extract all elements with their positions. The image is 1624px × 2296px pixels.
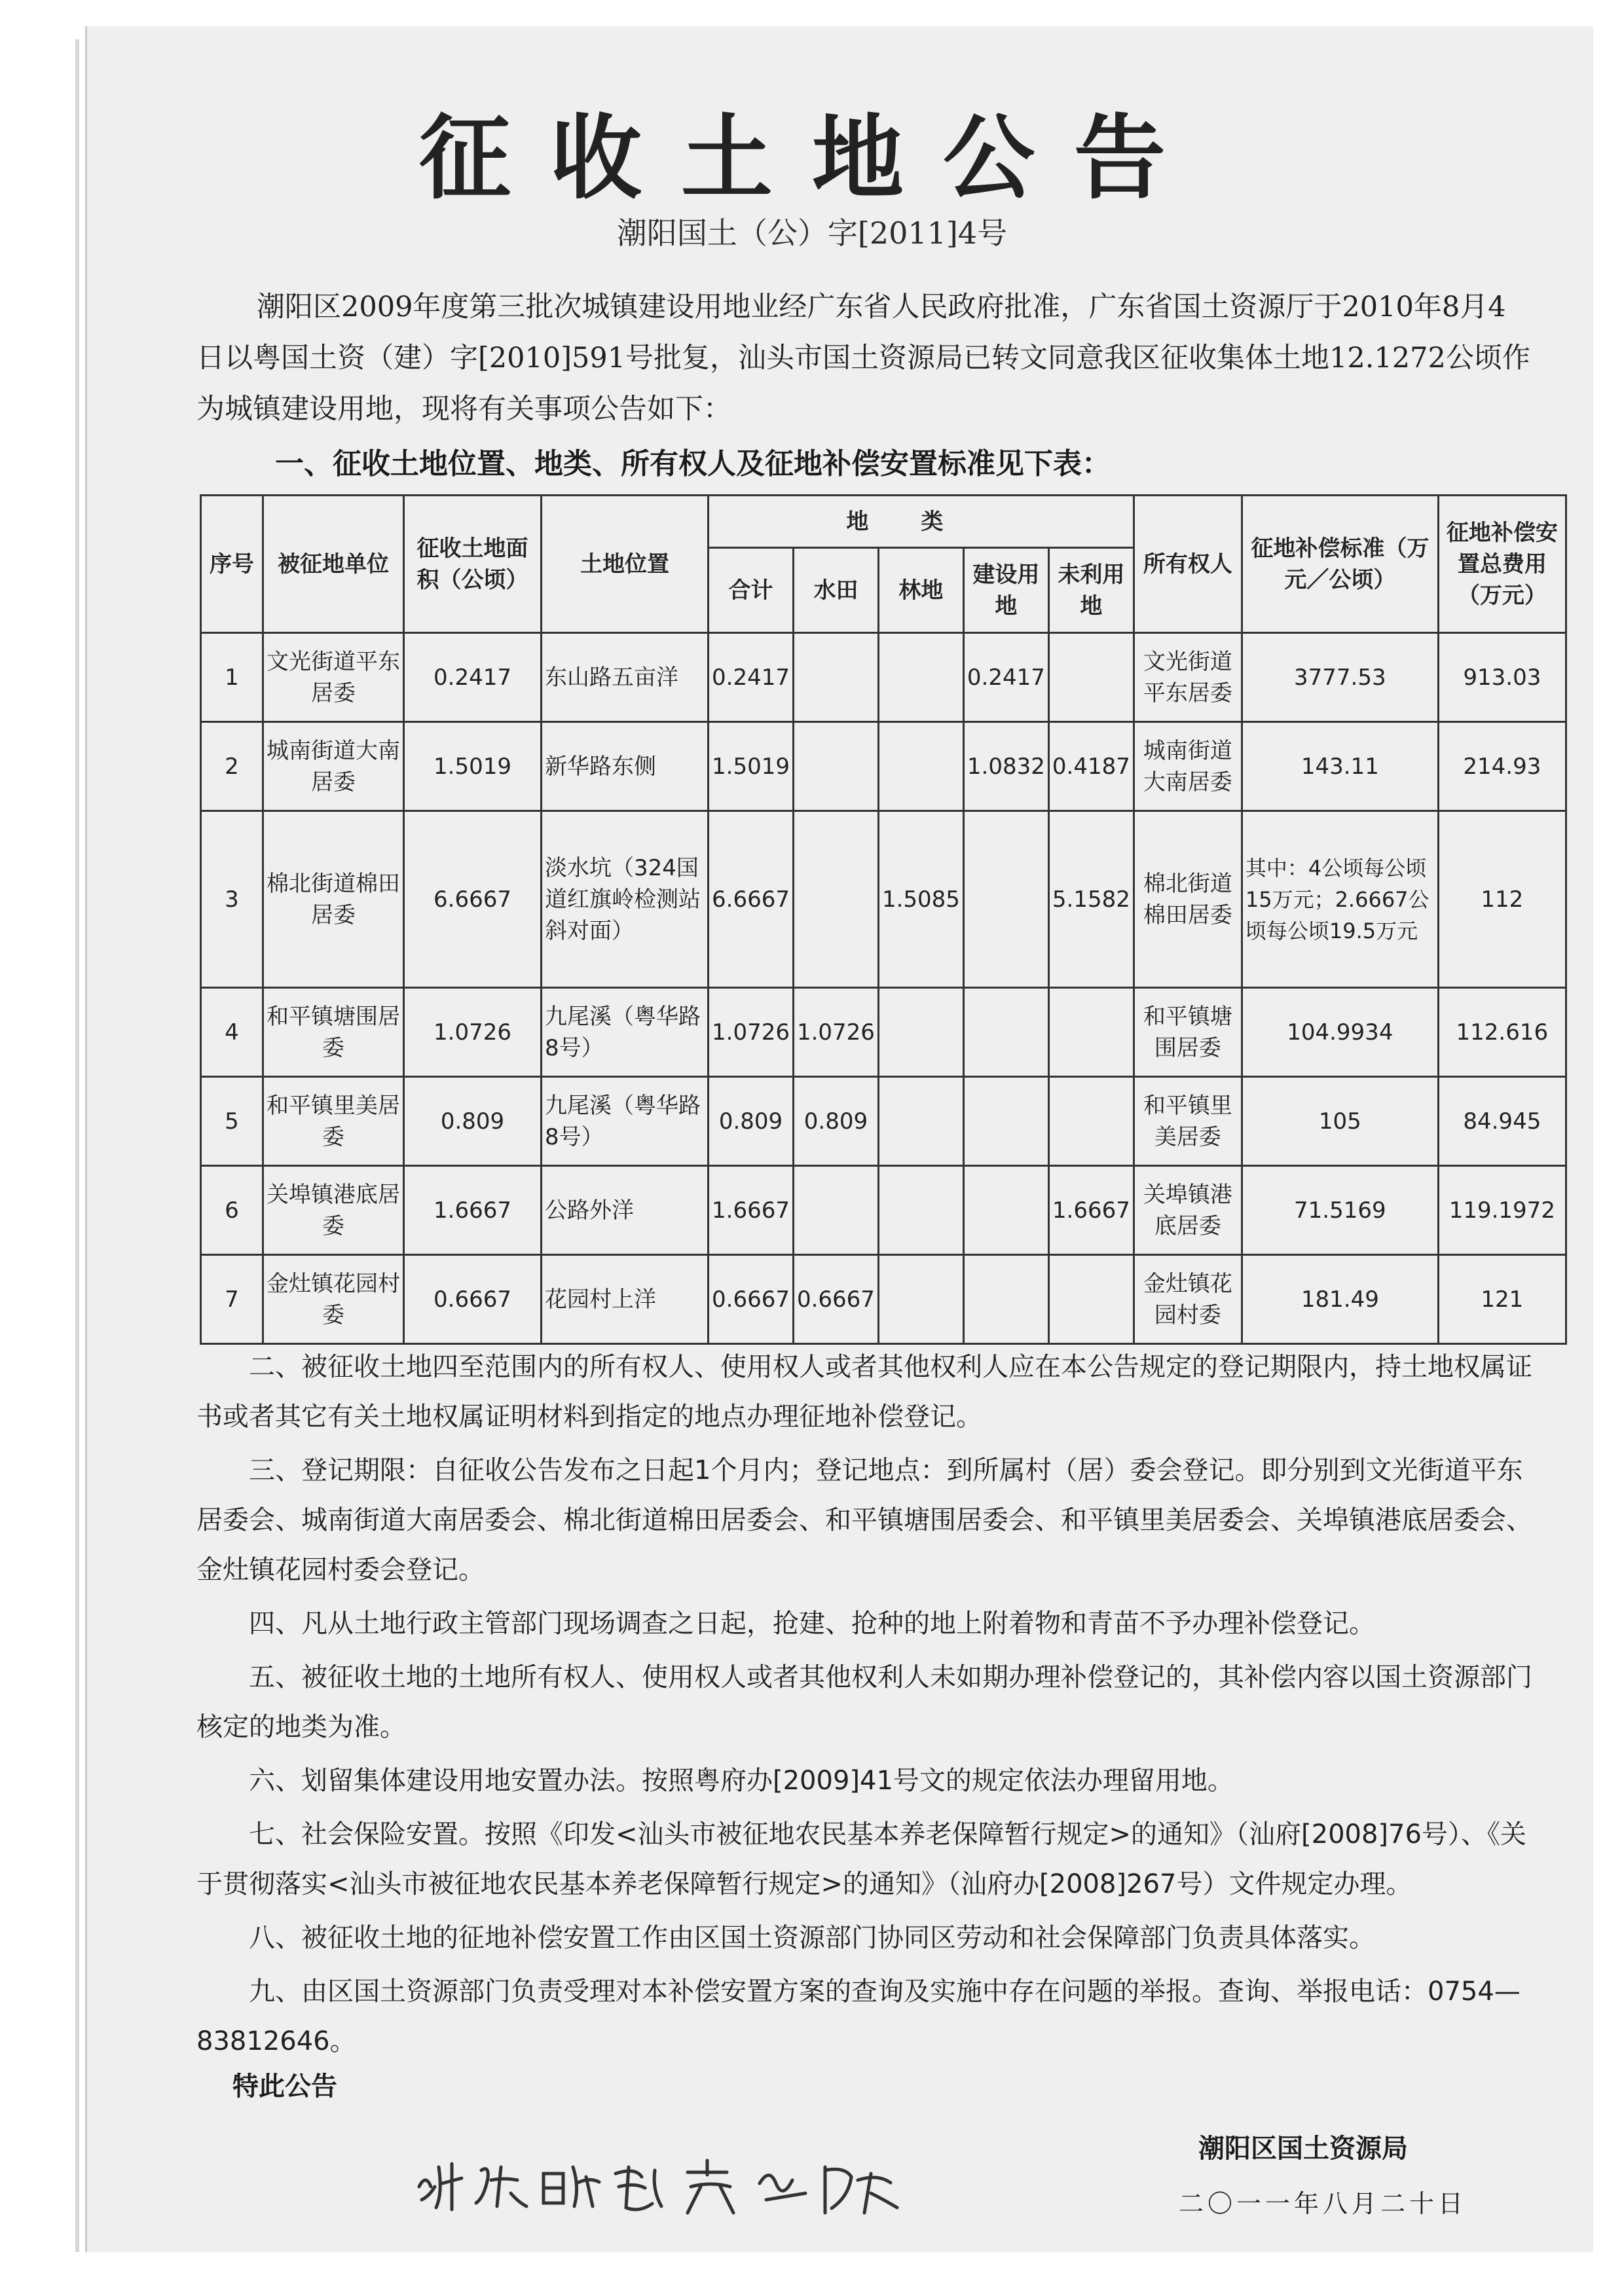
header-forest: 林地 <box>878 548 963 633</box>
cell-paddy: 0.809 <box>793 1077 878 1166</box>
header-standard: 征地补偿标准（万元／公顷） <box>1242 496 1438 633</box>
cell-total-cost: 119.1972 <box>1438 1166 1566 1255</box>
cell-owner: 棉北街道棉田居委 <box>1134 811 1242 988</box>
header-total: 合计 <box>709 548 794 633</box>
header-land-type: 地类 <box>709 496 1134 548</box>
cell-owner: 和平镇里美居委 <box>1134 1077 1242 1166</box>
cell-total: 0.809 <box>709 1077 794 1166</box>
table-row <box>201 1255 1566 1344</box>
cell-paddy <box>793 722 878 811</box>
cell-owner: 和平镇塘围居委 <box>1134 988 1242 1077</box>
issue-date: 二〇一一年八月二十日 <box>1179 2189 1467 2218</box>
cell-location: 东山路五亩洋 <box>542 633 709 722</box>
header-area: 征收土地面积（公顷） <box>404 496 542 633</box>
header-unit: 被征地单位 <box>263 496 404 633</box>
cell-location: 九尾溪（粤华路8号） <box>542 1077 709 1166</box>
cell-standard: 143.11 <box>1242 722 1438 811</box>
cell-area: 0.6667 <box>404 1255 542 1344</box>
document-number: 潮阳国土（公）字[2011]4号 <box>616 215 1008 251</box>
cell-total-cost: 112.616 <box>1438 988 1566 1077</box>
cell-unused <box>1048 633 1134 722</box>
cell-total-cost: 84.945 <box>1438 1077 1566 1166</box>
cell-forest <box>878 722 963 811</box>
cell-seq: 4 <box>201 988 263 1077</box>
cell-paddy <box>793 633 878 722</box>
cell-location: 淡水坑（324国道红旗岭检测站斜对面） <box>542 811 709 988</box>
intro-paragraph: 潮阳区2009年度第三批次城镇建设用地业经广东省人民政府批准，广东省国土资源厅于2010年8月4日以粤国土资（建）字[2010]591号批复，汕头市国土资源局已转文同意我区征收集体土地12.1272公顷作为城镇建设用地，现将有关事项公告如下： <box>196 291 1530 426</box>
cell-total-cost: 112 <box>1438 811 1566 988</box>
cell-forest <box>878 1255 963 1344</box>
cell-location: 公路外洋 <box>542 1166 709 1255</box>
cell-location: 花园村上洋 <box>542 1255 709 1344</box>
header-construction: 建设用地 <box>963 548 1048 633</box>
cell-forest: 1.5085 <box>878 811 963 988</box>
cell-unused: 0.4187 <box>1048 722 1134 811</box>
cell-standard: 181.49 <box>1242 1255 1438 1344</box>
cell-unit: 金灶镇花园村委 <box>263 1255 404 1344</box>
header-seq: 序号 <box>201 496 263 633</box>
cell-unit: 和平镇里美居委 <box>263 1077 404 1166</box>
cell-standard: 其中：4公顷每公顷15万元；2.6667公顷每公顷19.5万元 <box>1242 811 1438 988</box>
section-paragraph: 七、社会保险安置。按照《印发<汕头市被征地农民基本养老保障暂行规定>的通知》（汕府[2008]76号）、《关于贯彻落实<汕头市被征地农民基本养老保障暂行规定>的通知》（汕府办[2008]267号）文件规定办理。 <box>196 1819 1526 1899</box>
section-paragraph: 三、登记期限：自征收公告发布之日起1个月内；登记地点：到所属村（居）委会登记。即分别到文光街道平东居委会、城南街道大南居委会、棉北街道棉田居委会、和平镇塘围居委会、和平镇里美居委会、关埠镇港底居委会、金灶镇花园村委会登记。 <box>196 1455 1532 1585</box>
section-paragraph: 五、被征收土地的土地所有权人、使用权人或者其他权利人未如期办理补偿登记的，其补偿内容以国土资源部门核定的地类为准。 <box>196 1662 1532 1742</box>
table-row <box>201 1166 1566 1255</box>
page-edge <box>75 39 79 2252</box>
cell-forest <box>878 988 963 1077</box>
cell-forest <box>878 1166 963 1255</box>
cell-paddy: 0.6667 <box>793 1255 878 1344</box>
document-title: 征收土地公告 <box>418 105 1205 212</box>
cell-total: 0.2417 <box>709 633 794 722</box>
section-paragraph: 二、被征收土地四至范围内的所有权人、使用权人或者其他权利人应在本公告规定的登记期限内，持土地权属证书或者其它有关土地权属证明材料到指定的地点办理征地补偿登记。 <box>196 1352 1532 1432</box>
section-paragraph: 八、被征收土地的征地补偿安置工作由区国土资源部门协同区劳动和社会保障部门负责具体落实。 <box>249 1923 1375 1953</box>
cell-owner: 文光街道平东居委 <box>1134 633 1242 722</box>
header-owner: 所有权人 <box>1134 496 1242 633</box>
issuer: 潮阳区国土资源局 <box>1198 2134 1408 2164</box>
cell-total: 1.0726 <box>709 988 794 1077</box>
cell-seq: 3 <box>201 811 263 988</box>
cell-total: 6.6667 <box>709 811 794 988</box>
cell-unused <box>1048 1077 1134 1166</box>
cell-area: 0.2417 <box>404 633 542 722</box>
cell-unit: 文光街道平东居委 <box>263 633 404 722</box>
notice-sections <box>196 1342 1532 2070</box>
cell-total-cost: 121 <box>1438 1255 1566 1344</box>
header-total-cost: 征地补偿安置总费用（万元） <box>1438 496 1566 633</box>
cell-location: 新华路东侧 <box>542 722 709 811</box>
cell-location: 九尾溪（粤华路8号） <box>542 988 709 1077</box>
section-1-title: 一、征收土地位置、地类、所有权人及征地补偿安置标准见下表： <box>275 447 1111 481</box>
cell-construction <box>963 1077 1048 1166</box>
cell-paddy: 1.0726 <box>793 988 878 1077</box>
cell-forest <box>878 1077 963 1166</box>
cell-area: 1.6667 <box>404 1166 542 1255</box>
table-row <box>201 722 1566 811</box>
cell-standard: 104.9934 <box>1242 988 1438 1077</box>
cell-paddy <box>793 1166 878 1255</box>
cell-unused <box>1048 1255 1134 1344</box>
cell-seq: 2 <box>201 722 263 811</box>
table-row <box>201 811 1566 988</box>
cell-paddy <box>793 811 878 988</box>
cell-owner: 城南街道大南居委 <box>1134 722 1242 811</box>
cell-construction <box>963 1166 1048 1255</box>
cell-owner: 关埠镇港底居委 <box>1134 1166 1242 1255</box>
cell-standard: 3777.53 <box>1242 633 1438 722</box>
cell-forest <box>878 633 963 722</box>
cell-unused: 5.1582 <box>1048 811 1134 988</box>
cell-area: 6.6667 <box>404 811 542 988</box>
cell-area: 1.5019 <box>404 722 542 811</box>
cell-unused: 1.6667 <box>1048 1166 1134 1255</box>
header-location: 土地位置 <box>542 496 709 633</box>
cell-standard: 105 <box>1242 1077 1438 1166</box>
closing-text: 特此公告 <box>232 2071 337 2102</box>
cell-construction: 0.2417 <box>963 633 1048 722</box>
cell-construction: 1.0832 <box>963 722 1048 811</box>
cell-unused <box>1048 988 1134 1077</box>
cell-construction <box>963 811 1048 988</box>
section-paragraph: 九、由区国土资源部门负责受理对本补偿安置方案的查询及实施中存在问题的举报。查询、举报电话：0754—83812646。 <box>196 1977 1521 2056</box>
cell-area: 0.809 <box>404 1077 542 1166</box>
cell-total: 1.6667 <box>709 1166 794 1255</box>
cell-construction <box>963 1255 1048 1344</box>
cell-unit: 棉北街道棉田居委 <box>263 811 404 988</box>
cell-standard: 71.5169 <box>1242 1166 1438 1255</box>
cell-seq: 6 <box>201 1166 263 1255</box>
cell-total-cost: 214.93 <box>1438 722 1566 811</box>
cell-seq: 7 <box>201 1255 263 1344</box>
table-row <box>201 1077 1566 1166</box>
section-paragraph: 四、凡从土地行政主管部门现场调查之日起，抢建、抢种的地上附着物和青苗不予办理补偿登记。 <box>249 1609 1375 1639</box>
cell-construction <box>963 988 1048 1077</box>
table-row <box>201 633 1566 722</box>
section-paragraph: 六、划留集体建设用地安置办法。按照粤府办[2009]41号文的规定依法办理留用地。 <box>249 1766 1234 1796</box>
cell-total: 1.5019 <box>709 722 794 811</box>
cell-unit: 城南街道大南居委 <box>263 722 404 811</box>
cell-seq: 5 <box>201 1077 263 1166</box>
table-row <box>201 988 1566 1077</box>
cell-total: 0.6667 <box>709 1255 794 1344</box>
handwritten-note <box>413 2147 950 2222</box>
cell-total-cost: 913.03 <box>1438 633 1566 722</box>
cell-area: 1.0726 <box>404 988 542 1077</box>
cell-seq: 1 <box>201 633 263 722</box>
cell-unit: 关埠镇港底居委 <box>263 1166 404 1255</box>
header-unused: 未利用地 <box>1048 548 1134 633</box>
handwritten-signature-graphic <box>413 2147 950 2219</box>
header-paddy: 水田 <box>793 548 878 633</box>
cell-owner: 金灶镇花园村委 <box>1134 1255 1242 1344</box>
cell-unit: 和平镇塘围居委 <box>263 988 404 1077</box>
land-table <box>200 494 1567 1345</box>
